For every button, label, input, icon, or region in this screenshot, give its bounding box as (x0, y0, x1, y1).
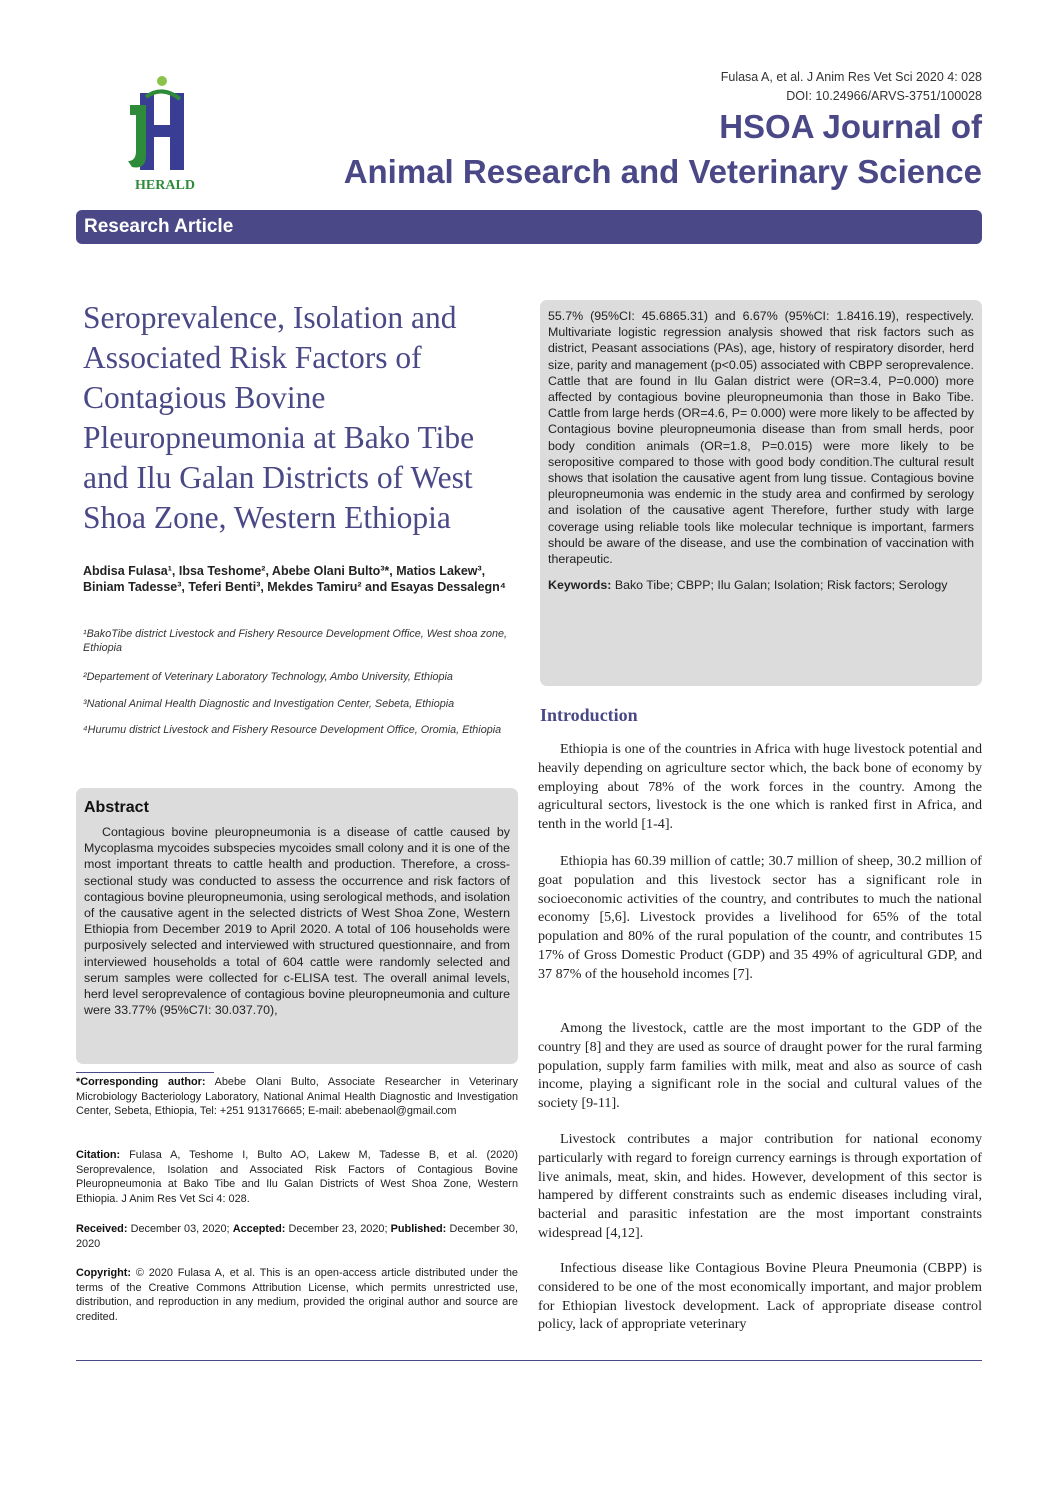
published-label: Published: (390, 1223, 447, 1235)
accepted-date: December 23, 2020; (288, 1223, 388, 1235)
copyright-note (76, 1266, 518, 1324)
introduction-heading: Introduction (540, 705, 638, 725)
abstract-text-part1: Contagious bovine pleuropneumonia is a disease of cattle caused by Mycoplasma mycoides subspecies mycoides small colony and it is one of the most important threats to cattle health and production. Therefore, a cross-sectional study was conducted to assess the occurrence and risk factors of contagious bovine pleuropneumonia, using serological methods, and isolation of the causative agent in the selected districts of West Shoa Zone, Western Ethiopia from December 2019 to April 2020. A total of 106 households were purposively selected and interviewed with structured questionnaire, and from interviewed households a total of 604 cattle were randomly selected and serum samples were collected for c-ELISA test. The overall animal levels, herd level seroprevalence of contagious bovine pleuropneumonia and culture were 33.77% (95%C7I: 30.037.70), (84, 825, 510, 1018)
citation-note (76, 1148, 518, 1206)
published-date: December 30, 2020 (76, 1223, 518, 1250)
abstract-text-part2: 55.7% (95%CI: 45.6865.31) and 6.67% (95%CI: 1.8416.19), respectively. Multivariate logistic regression analysis showed that risk factors such as district, Peasant associations (PAs), age, history of respiratory disorder, herd size, parity and management (p<0.05) associated with CBPP seroprevalence. Cattle that are found in Ilu Galan district were (OR=3.4, P=0.000) more affected by contagious bovine pleuropneumonia than those in Bako Tibe. Cattle from large herds (OR=4.6, P= 0.000) were more likely to be affected by Contagious bovine pleuropneumonia disease than from small herds, poor body condition animals (OR=1.8, P=0.015) were more likely to be seropositive compared to those with good body condition.The cultural result shows that isolation the causative agent from lung tissue. Contagious bovine pleuropneumonia was endemic in the study area and confirmed by serology and isolation of the causative agent Therefore, further study with large coverage using reliable tools like molecular technique is important, farmers should be aware of the disease, and use the combination of vaccination with therapeutic. (548, 309, 974, 567)
affiliation-2: ²Departement of Veterinary Laboratory Technology, Ambo University, Ethiopia (83, 671, 453, 683)
received-label: Received: (76, 1223, 128, 1235)
header-citation (721, 68, 982, 106)
journal-title-line1: HSOA Journal of (719, 108, 982, 145)
affiliation-1: ¹BakoTibe district Livestock and Fishery Resource Development Office, West shoa zone, Ethiopia (83, 628, 507, 654)
copyright-label: Copyright: (76, 1267, 132, 1279)
article-title: Seroprevalence, Isolation and Associated Risk Factors of Contagious Bovine Pleuropneumonia at Bako Tibe and Ilu Galan Districts of West Shoa Zone, Western Ethiopia (83, 300, 475, 535)
citation-label: Citation: (76, 1149, 121, 1161)
copyright-text: © 2020 Fulasa A, et al. This is an open-access article distributed under the terms of the Creative Commons Attribution License, which permits unrestricted use, distribution, and reproduction in any medium, provided the original author and source are credited. (76, 1267, 518, 1323)
article-type-banner: Research Article (76, 210, 982, 244)
intro-paragraph-4: Livestock contributes a major contribution for national economy particularly with regard to foreign currency earnings is through exportation of live animals, meat, skin, and hides. However, development of this sector is hampered by different constraints such as endemic diseases including viral, bacterial and parasitic infestation are the most important constraints widespread [4,12]. (538, 1131, 982, 1241)
affiliation-4: ⁴Hurumu district Livestock and Fishery Resource Development Office, Oromia, Ethiopia (83, 724, 502, 736)
herald-logo (120, 75, 210, 195)
logo-leaf-icon (157, 76, 167, 86)
intro-paragraph-1: Ethiopia is one of the countries in Africa with huge livestock potential and heavily depending on agriculture sector which, the back bone of economy by employing about 78% of the work forces in the country. Among the agricultural sectors, livestock is the one which is ranked first in Africa, and tenth in the world [1-4]. (538, 741, 982, 833)
keywords-text: Bako Tibe; CBPP; Ilu Galan; Isolation; Risk factors; Serology (614, 578, 948, 593)
intro-paragraph-3: Among the livestock, cattle are the most important to the GDP of the country [8] and they are used as source of draught power for the rural farming population, supply farm families with milk, meat and also as source of cash income, playing a significant role in the social and cultural values of the society [9-11]. (538, 1020, 982, 1112)
intro-paragraph-2: Ethiopia has 60.39 million of cattle; 30.7 million of sheep, 30.2 million of goat population and this livestock sector has a significant role in socioeconomic activities of the country, and contributes to much the national economy [5,6]. Livestock provides a livelihood for 65% of the total population and 80% of the rural population of the countr, and contributes 15 17% of Gross Domestic Product (GDP) and 35 49% of agricultural GDP, and 37 87% of the household incomes [7]. (538, 853, 982, 982)
abstract-continued-box (540, 300, 982, 686)
abstract-heading: Abstract (84, 799, 149, 816)
page-bottom-rule (76, 1360, 982, 1361)
keywords (548, 577, 974, 593)
citation-line: Fulasa A, et al. J Anim Res Vet Sci 2020 4: 028 (720, 70, 982, 84)
dates-note (76, 1222, 518, 1251)
corresponding-text: Abebe Olani Bulto, Associate Researcher in Veterinary Microbiology Bacteriology Laboratory, National Animal Health Diagnostic and Investigation Center, Sebeta, Ethiopia, Tel: +251 913176665; E-mail: abebenaol@gmail.com (76, 1076, 518, 1117)
footnote-divider (76, 1072, 214, 1073)
citation-text: Fulasa A, Teshome I, Bulto AO, Lakew M, Tadesse B, et al. (2020) Seroprevalence, Isolation and Associated Risk Factors of Contagious Bovine Pleuropneumonia at Bako Tibe and Ilu Galan Districts of West Shoa Zone, Western Ethiopia. J Anim Res Vet Sci 4: 028. (76, 1149, 518, 1205)
logo-text: HERALD (135, 178, 195, 193)
corresponding-label: *Corresponding author: (76, 1076, 206, 1088)
affiliation-3: ³National Animal Health Diagnostic and Investigation Center, Sebeta, Ethiopia (83, 698, 455, 710)
accepted-label: Accepted: (232, 1223, 286, 1235)
corresponding-author (76, 1075, 518, 1119)
abstract-box (76, 788, 518, 1064)
journal-title-line2: Animal Research and Veterinary Science (343, 153, 982, 190)
author-list: Abdisa Fulasa¹, Ibsa Teshome², Abebe Olani Bulto³*, Matios Lakew³, Biniam Tadesse³, Teferi Benti³, Mekdes Tamiru² and Esayas Dessalegn⁴ (83, 564, 506, 594)
doi-line[interactable]: DOI: 10.24966/ARVS-3751/100028 (786, 89, 982, 103)
intro-paragraph-5: Infectious disease like Contagious Bovine Pleura Pneumonia (CBPP) is considered to be one of the most economically important, and major problem for Ethiopian livestock development. Lack of appropriate disease control policy, lack of appropriate veterinary (538, 1260, 982, 1333)
received-date: December 03, 2020; (130, 1223, 230, 1235)
keywords-label: Keywords: (548, 578, 612, 593)
